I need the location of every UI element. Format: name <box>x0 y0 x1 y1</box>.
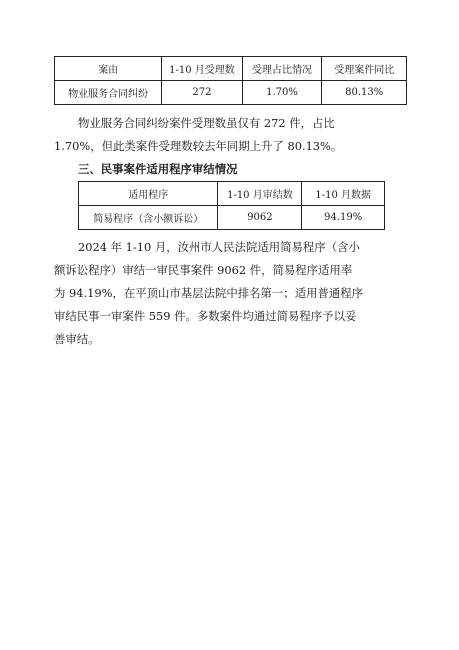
table-cell: 物业服务合同纠纷 <box>55 81 162 105</box>
table-cell: 9062 <box>218 206 302 230</box>
table-header-row <box>79 182 385 206</box>
procedure-table <box>78 181 385 230</box>
table-header-cell: 适用程序 <box>79 182 218 206</box>
table-header-cell: 1-10 月审结数 <box>218 182 302 206</box>
table-header-cell: 1-10 月数据 <box>302 182 385 206</box>
table-cell: 80.13% <box>322 81 407 105</box>
table-header-cell: 案由 <box>55 57 162 81</box>
table-header-cell: 受理占比情况 <box>242 57 322 81</box>
paragraph-line: 额诉讼程序）审结一审民事案件 9062 件，简易程序适用率 <box>54 263 353 277</box>
paragraph-line: 善审结。 <box>54 332 100 346</box>
table-cell: 94.19% <box>302 206 385 230</box>
case-acceptance-table <box>54 56 407 105</box>
table-cell: 简易程序（含小额诉讼） <box>79 206 218 230</box>
paragraph-line: 1.70%，但此类案件受理数较去年同期上升了 80.13%。 <box>54 139 343 153</box>
paragraph-line: 为 94.19%，在平顶山市基层法院中排名第一；适用普通程序 <box>54 286 364 300</box>
table-cell: 1.70% <box>242 81 322 105</box>
paragraph-line: 2024 年 1-10 月，汝州市人民法院适用简易程序（含小 <box>78 240 360 254</box>
paragraph-line: 物业服务合同纠纷案件受理数虽仅有 272 件，占比 <box>78 116 335 130</box>
table-header-row <box>55 57 407 81</box>
table-cell: 272 <box>162 81 242 105</box>
table-header-cell: 受理案件同比 <box>322 57 407 81</box>
section-heading: 三、民事案件适用程序审结情况 <box>78 162 238 176</box>
table-row <box>79 206 385 230</box>
paragraph-line: 审结民事一审案件 559 件。多数案件均通过简易程序予以妥 <box>54 309 357 323</box>
table-row <box>55 81 407 105</box>
table-header-cell: 1-10 月受理数 <box>162 57 242 81</box>
